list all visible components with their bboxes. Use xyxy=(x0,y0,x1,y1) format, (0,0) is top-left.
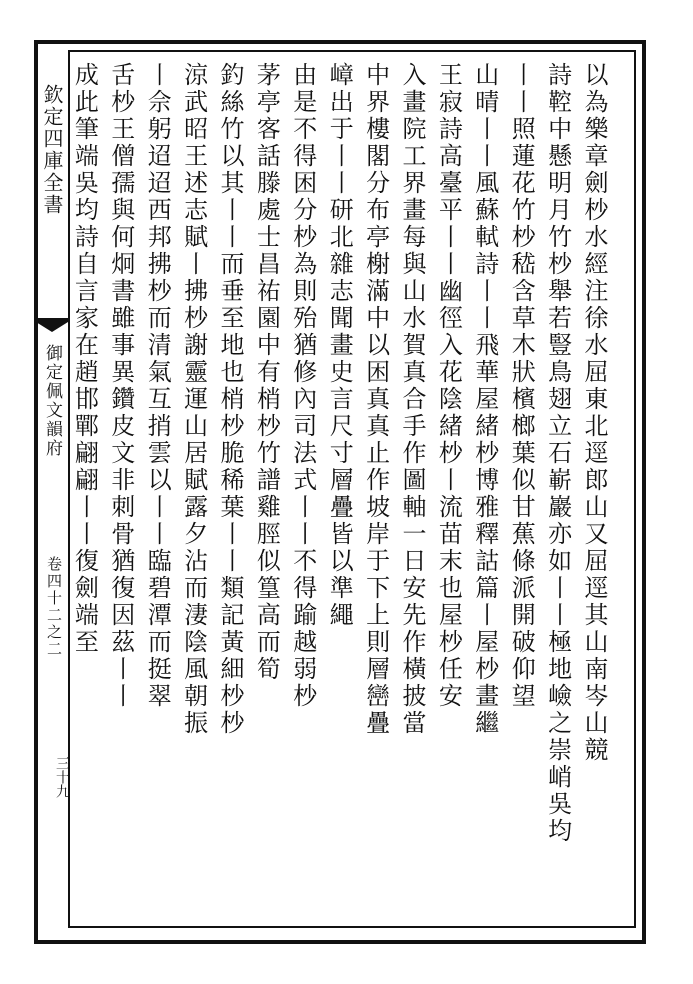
section-title: 御定佩文韻府 xyxy=(42,344,62,458)
text-column: 入畫院工界畫每與山水賀真合手作圖軸一日安先作橫披當 xyxy=(397,62,426,737)
text-column: 成此筆端吳均詩自言家在趙邯鄲翩翩丨丨復劍端至 xyxy=(70,62,99,656)
text-column: 舌杪王僧孺與何炯書雖事異鑽皮文非刺骨猶復因茲丨丨 xyxy=(106,62,135,710)
fishtail-mark-icon xyxy=(36,318,68,336)
text-column: 由是不得困分杪為則殆猶修內司法式丨丨不得踰越弱杪 xyxy=(288,62,317,710)
text-column: 詩鞚中懸明月竹杪舉若豎鳥翅立石嶄巖亦如丨丨極地嶮之崇峭吳均 xyxy=(543,62,572,845)
text-column: 山晴丨丨風蘇軾詩丨丨飛華屋緒杪博雅釋詁篇丨屋杪畫繼 xyxy=(470,62,499,737)
text-column: 以為樂章劍杪水經注徐水屈東北逕郎山又屈逕其山南岑山競 xyxy=(579,62,608,764)
book-title: 欽定四庫全書 xyxy=(40,84,64,216)
page-number: 三十九 xyxy=(54,756,70,798)
text-column: 嶂出于丨丨研北雜志聞畫史言尺寸層疊皆以準繩 xyxy=(325,62,354,629)
text-column: 丨佘躬迢迢西邦拂杪而清氣互捎雲以丨丨臨碧潭而挺翠 xyxy=(143,62,172,710)
volume-label: 卷四十二之二 xyxy=(45,556,63,658)
text-column: 丨丨照蓮花竹杪嵇含草木狀檳榔葉似甘蕉條派開破仰望 xyxy=(507,62,536,710)
text-column: 王寂詩高臺平丨丨幽徑入花陰緒杪丨流苗末也屋杪任安 xyxy=(434,62,463,710)
text-column: 釣絲竹以其丨丨而垂至地也梢杪脆稀葉丨丨類記黃細杪杪 xyxy=(215,62,244,737)
text-column: 茅亭客話滕處士昌祐園中有梢杪竹譜雞脛似篁高而筍 xyxy=(252,62,281,683)
text-column: 涼武昭王述志賦丨拂杪謝靈運山居賦露夕沾而淒陰風朝振 xyxy=(179,62,208,737)
margin-strip xyxy=(36,44,68,940)
text-column: 中界樓閣分布亭榭滿中以困真真止作坡岸于下上則層巒疊 xyxy=(361,62,390,737)
